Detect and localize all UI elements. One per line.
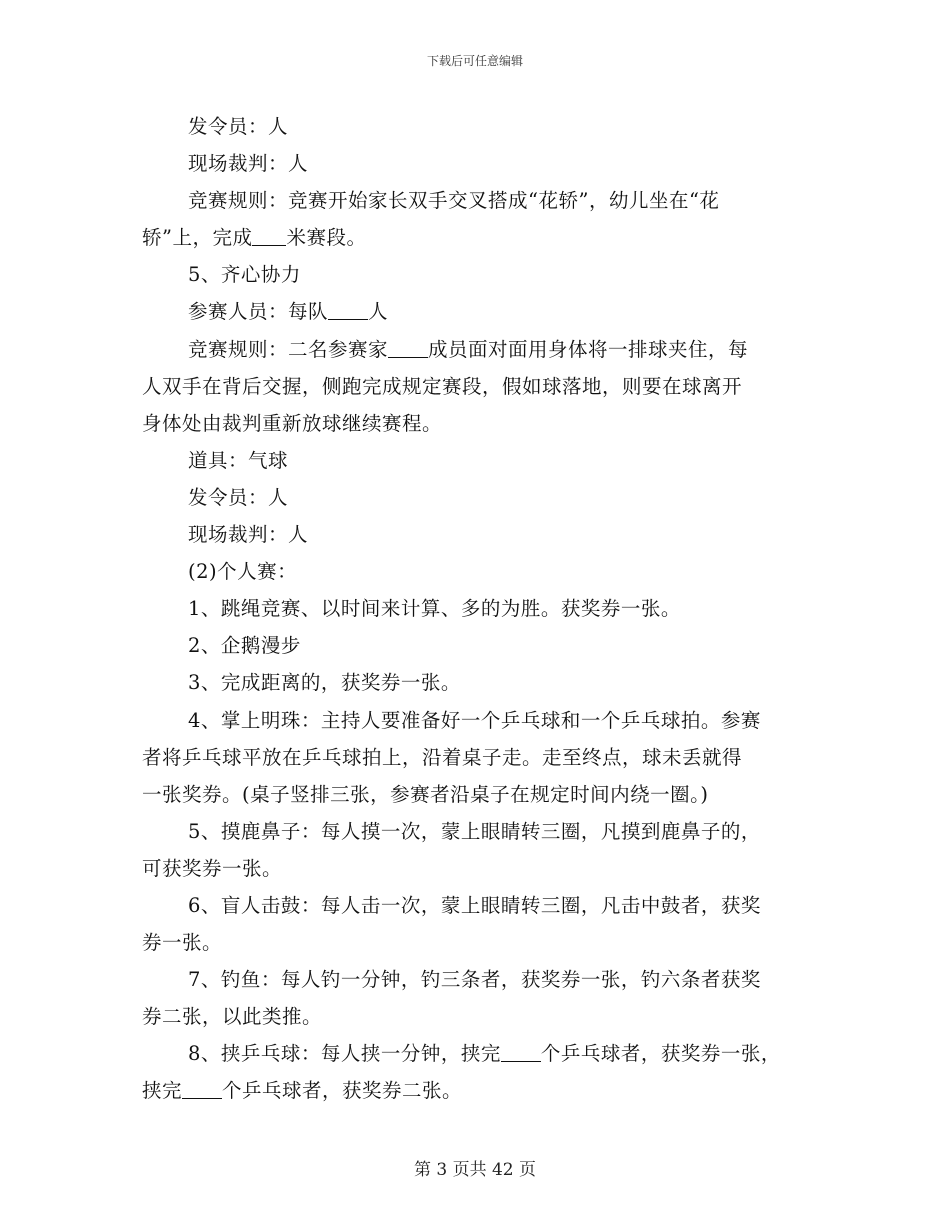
page-footer: 第 3 页共 42 页 xyxy=(413,1160,537,1180)
line-text: 2、企鹅漫步 xyxy=(188,634,301,658)
text-line xyxy=(142,293,812,330)
text-line xyxy=(142,405,812,442)
line-text: 1、跳绳竞赛、以时间来计算、多的为胜。获奖券一张。 xyxy=(188,597,681,621)
line-text-before: 参赛人员：每队 xyxy=(188,300,329,324)
text-line xyxy=(142,627,812,664)
text-line xyxy=(142,108,812,145)
text-line xyxy=(142,553,812,590)
line-text: 现场裁判：人 xyxy=(188,152,309,176)
text-line xyxy=(142,850,812,887)
line-text: (2)个人赛： xyxy=(188,560,298,584)
line-text-after: 米赛段。 xyxy=(286,226,367,250)
fill-in-blank xyxy=(182,1079,222,1100)
fill-in-blank xyxy=(328,300,368,321)
text-line xyxy=(142,813,812,850)
page-header: 下载后可任意编辑 xyxy=(426,54,523,68)
line-text-before: 竞赛规则：二名参赛家 xyxy=(188,337,389,361)
line-text-after: 个乒乓球者，获奖券二张。 xyxy=(222,1079,463,1103)
text-line xyxy=(142,998,812,1035)
text-line xyxy=(142,331,812,368)
text-line xyxy=(142,219,812,256)
line-text: 5、齐心协力 xyxy=(188,263,301,287)
line-text: 身体处由裁判重新放球继续赛程。 xyxy=(142,411,443,435)
text-line xyxy=(142,961,812,998)
document-body xyxy=(142,108,812,1110)
line-text-before: 8、挟乒乓球：每人挟一分钟，挟完 xyxy=(188,1042,501,1066)
line-text: 券一张。 xyxy=(142,931,223,955)
text-line xyxy=(142,1035,812,1072)
text-line xyxy=(142,924,812,961)
text-line xyxy=(142,887,812,924)
fill-in-blank xyxy=(501,1042,541,1063)
line-text: 人双手在背后交握，侧跑完成规定赛段，假如球落地，则要在球离开 xyxy=(142,374,743,398)
text-line xyxy=(142,702,812,739)
text-line xyxy=(142,256,812,293)
line-text-before: 轿”上，完成 xyxy=(142,226,253,250)
line-text-after: 个乒乓球者，获奖券一张， xyxy=(540,1042,781,1066)
line-text: 现场裁判：人 xyxy=(188,523,309,547)
text-line xyxy=(142,145,812,182)
fill-in-blank xyxy=(252,226,286,247)
line-text: 者将乒乓球平放在乒乓球拍上，沿着桌子走。走至终点，球未丢就得 xyxy=(142,745,743,769)
text-line xyxy=(142,479,812,516)
line-text: 6、盲人击鼓：每人击一次，蒙上眼睛转三圈，凡击中鼓者，获奖 xyxy=(188,893,761,917)
text-line xyxy=(142,590,812,627)
text-line xyxy=(142,182,812,219)
line-text: 3、完成距离的，获奖券一张。 xyxy=(188,671,461,695)
text-line xyxy=(142,442,812,479)
line-text: 道具：气球 xyxy=(188,448,289,472)
line-text: 券二张，以此类推。 xyxy=(142,1005,323,1029)
text-line xyxy=(142,664,812,701)
text-line xyxy=(142,1072,812,1109)
text-line xyxy=(142,516,812,553)
fill-in-blank xyxy=(388,337,428,358)
line-text: 可获奖券一张。 xyxy=(142,856,283,880)
line-text-before: 挟完 xyxy=(142,1079,183,1103)
text-line xyxy=(142,739,812,776)
line-text: 7、钓鱼：每人钓一分钟，钓三条者，获奖券一张，钓六条者获奖 xyxy=(188,968,761,992)
line-text-after: 人 xyxy=(368,300,389,324)
text-line xyxy=(142,776,812,813)
line-text: 发令员：人 xyxy=(188,115,289,138)
line-text: 4、掌上明珠：主持人要准备好一个乒乓球和一个乒乓球拍。参赛 xyxy=(188,708,761,732)
line-text-after: 成员面对面用身体将一排球夹住，每 xyxy=(428,337,749,361)
line-text: 发令员：人 xyxy=(188,485,289,509)
text-line xyxy=(142,368,812,405)
line-text: 5、摸鹿鼻子：每人摸一次，蒙上眼睛转三圈，凡摸到鹿鼻子的， xyxy=(188,819,761,843)
line-text: 一张奖券。(桌子竖排三张，参赛者沿桌子在规定时间内绕一圈。) xyxy=(142,782,709,806)
line-text: 竞赛规则：竞赛开始家长双手交叉搭成“花轿”，幼儿坐在“花 xyxy=(188,189,720,213)
